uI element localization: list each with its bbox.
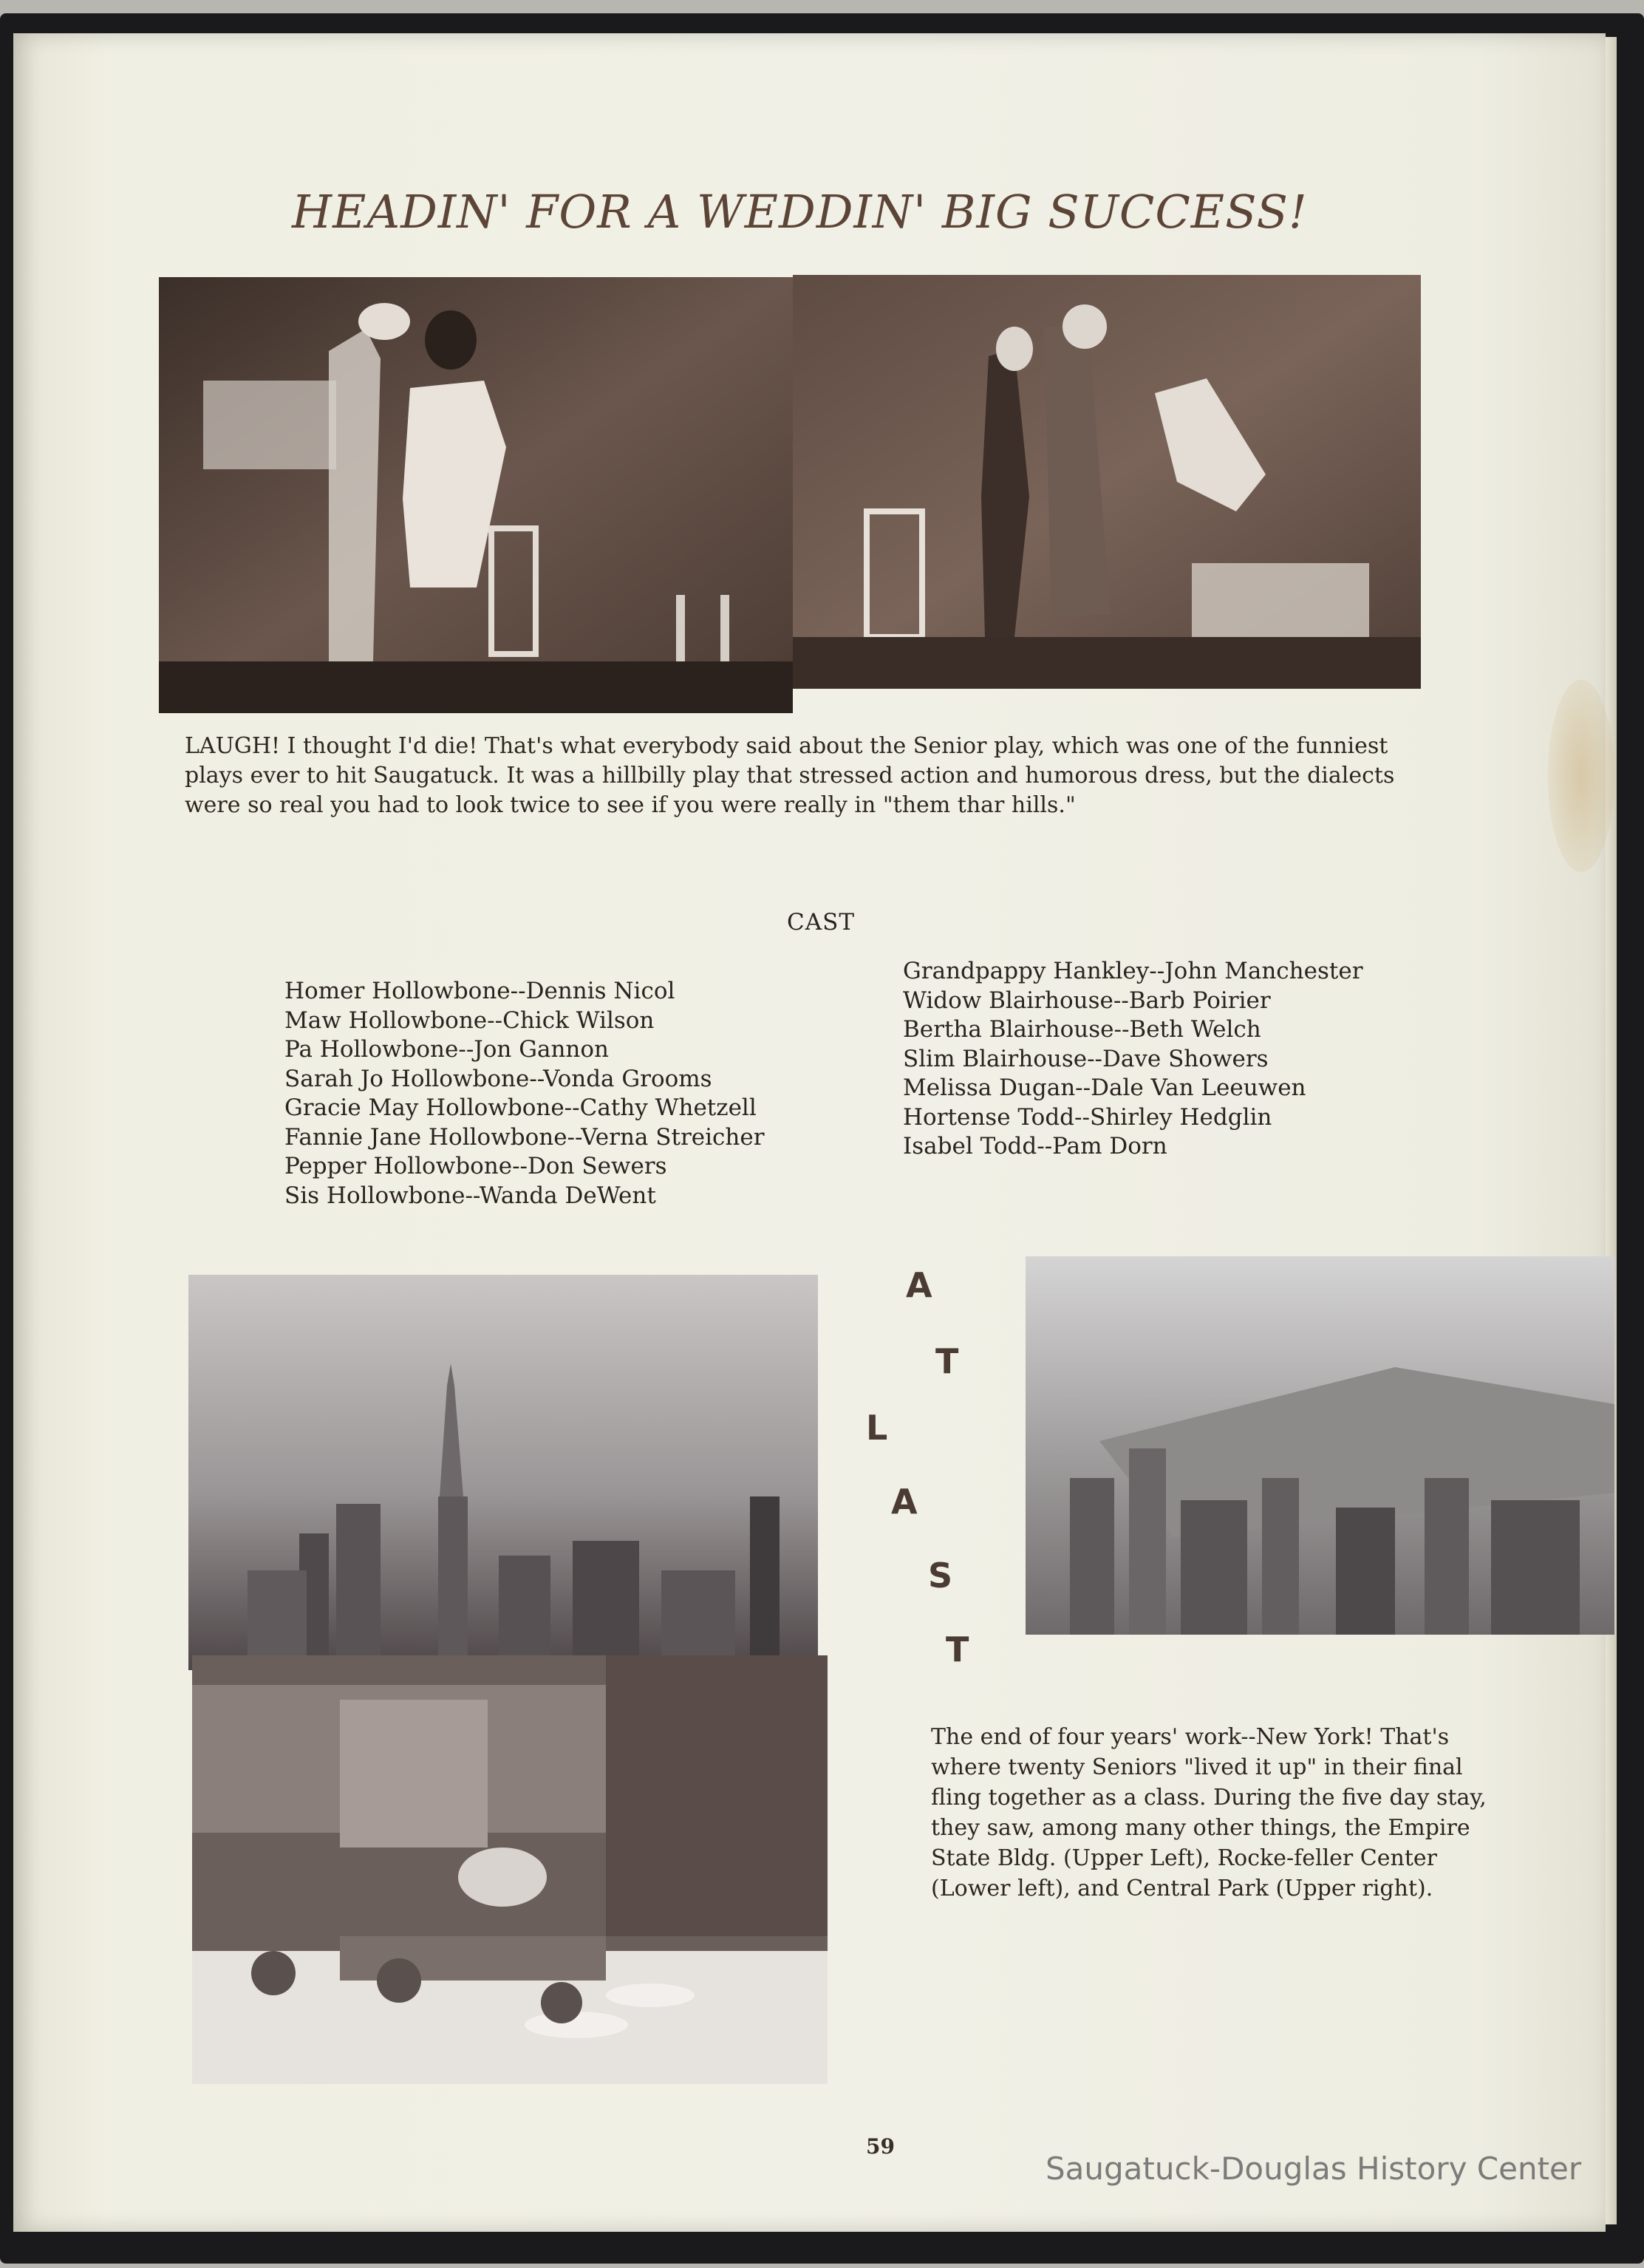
cast-entry: Slim Blairhouse--Dave Showers bbox=[903, 1045, 1269, 1072]
vertical-heading-letter: T bbox=[946, 1630, 969, 1669]
rockefeller-center-photo bbox=[192, 1655, 828, 2084]
empire-state-photo bbox=[188, 1275, 818, 1670]
cast-list-right bbox=[903, 957, 1363, 1162]
cast-entry: Grandpappy Hankley--John Manchester bbox=[903, 958, 1363, 984]
vertical-heading-letter: A bbox=[906, 1265, 932, 1305]
vertical-heading-letter: S bbox=[928, 1556, 953, 1596]
watermark: Saugatuck-Douglas History Center bbox=[1046, 2150, 1582, 2187]
vertical-heading-letter: T bbox=[935, 1341, 959, 1381]
central-park-photo bbox=[1026, 1256, 1614, 1635]
cast-entry: Sis Hollowbone--Wanda DeWent bbox=[284, 1182, 656, 1209]
cast-entry: Widow Blairhouse--Barb Poirier bbox=[903, 987, 1271, 1014]
cast-entry: Hortense Todd--Shirley Hedglin bbox=[903, 1103, 1272, 1131]
cast-entry: Fannie Jane Hollowbone--Verna Streicher bbox=[284, 1123, 765, 1151]
cast-heading: CAST bbox=[787, 909, 856, 936]
play-photo-left bbox=[159, 277, 793, 713]
play-photo-right bbox=[793, 275, 1421, 689]
trip-caption: The end of four years' work--New York! That's where twenty Seniors "lived it up" in their final fling together as a class. During the five day stay, they saw, among many other things, the Empire State Bldg. (Upper Left), Rocke-feller Center (Lower left), and Central Park (Upper right). bbox=[931, 1724, 1487, 1901]
cast-list-left bbox=[284, 977, 765, 1210]
cast-entry: Homer Hollowbone--Dennis Nicol bbox=[284, 978, 675, 1004]
play-caption: LAUGH! I thought I'd die! That's what everybody said about the Senior play, which was one of the funniest plays ever to hit Saugatuck. It was a hillbilly play that stressed action and humorous dress, but the dialects were so real you had to look twice to see if you were really in "them thar hills." bbox=[185, 733, 1395, 818]
cast-entry: Bertha Blairhouse--Beth Welch bbox=[903, 1016, 1261, 1043]
vertical-heading-letter: A bbox=[891, 1482, 918, 1522]
vertical-heading-letter: L bbox=[866, 1408, 888, 1448]
cast-entry: Pa Hollowbone--Jon Gannon bbox=[284, 1036, 610, 1063]
cast-entry: Gracie May Hollowbone--Cathy Whetzell bbox=[284, 1094, 757, 1121]
cast-entry: Pepper Hollowbone--Don Sewers bbox=[284, 1153, 667, 1179]
cast-entry: Melissa Dugan--Dale Van Leeuwen bbox=[903, 1075, 1306, 1101]
cast-entry: Isabel Todd--Pam Dorn bbox=[903, 1133, 1167, 1159]
cast-entry: Maw Hollowbone--Chick Wilson bbox=[284, 1007, 655, 1034]
page-number: 59 bbox=[866, 2134, 895, 2159]
page-title: HEADIN' FOR A WEDDIN' BIG SUCCESS! bbox=[292, 185, 1308, 239]
paper-stain bbox=[1548, 680, 1614, 872]
cast-entry: Sarah Jo Hollowbone--Vonda Grooms bbox=[284, 1065, 712, 1092]
